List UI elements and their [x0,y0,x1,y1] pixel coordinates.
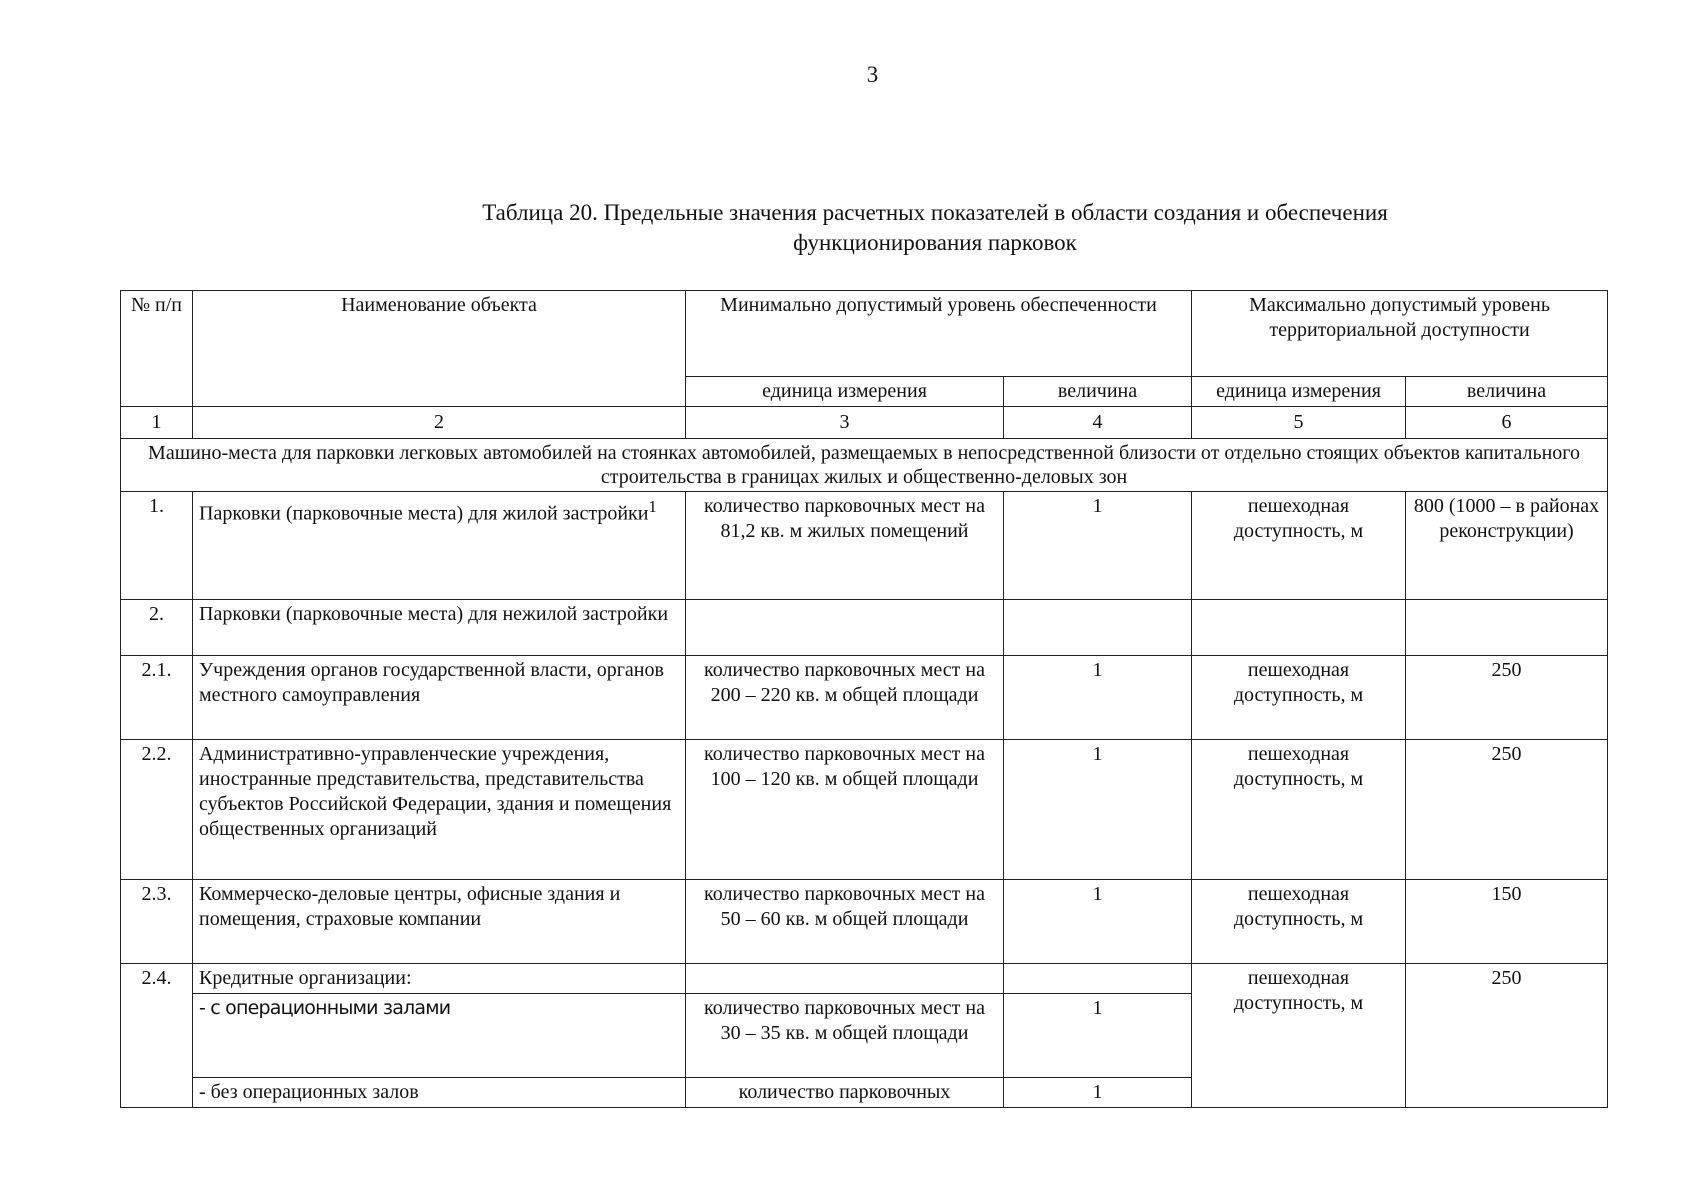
section-title: Машино-места для парковки легковых автомобилей на стоянках автомобилей, размещаемых в непосредственной близости от отдельно стоящих объектов капитального строительства в границах жилых и общественно-деловых зон [121,439,1608,492]
row-min-unit: количество парковочных мест на 100 – 120 кв. м общей площади [686,740,1004,880]
row-min-unit: количество парковочных мест на 50 – 60 кв. м общей площади [686,880,1004,964]
row-name: Парковки (парковочные места) для нежилой застройки [193,600,686,656]
page-number: 3 [866,62,879,87]
row-min-value: 1 [1004,994,1192,1078]
table-row [121,656,1608,740]
column-number: 6 [1406,407,1608,439]
header-row [121,291,1608,377]
row-subname: - без операционных залов [193,1078,686,1108]
table-title [350,198,1520,258]
row-num: 2.1. [121,656,193,740]
row-min-unit [686,600,1004,656]
row-min-unit: количество парковочных мест на 81,2 кв. м жилых помещений [686,492,1004,600]
header-name: Наименование объекта [193,291,686,407]
row-name [193,492,686,600]
row-name: Кредитные организации: [193,964,686,994]
column-number-row [121,407,1608,439]
row-max-value: 800 (1000 – в районах реконструкции) [1406,492,1608,600]
table-row [121,964,1608,994]
table-row [121,492,1608,600]
row-max-value: 250 [1406,656,1608,740]
row-max-unit: пешеходная доступность, м [1192,964,1406,1108]
row-min-value: 1 [1004,492,1192,600]
row-name: Коммерческо-деловые центры, офисные здания и помещения, страховые компании [193,880,686,964]
row-max-value: 250 [1406,964,1608,1108]
table-title-line-1: Таблица 20. Предельные значения расчетных показателей в области создания и обеспечения [482,200,1388,225]
table-row [121,600,1608,656]
row-min-value: 1 [1004,656,1192,740]
header-max-group: Максимально допустимый уровень территориальной доступности [1192,291,1608,377]
row-min-unit: количество парковочных мест на 200 – 220 кв. м общей площади [686,656,1004,740]
column-number: 5 [1192,407,1406,439]
column-number: 4 [1004,407,1192,439]
row-num: 2. [121,600,193,656]
row-max-value [1406,600,1608,656]
row-min-unit: количество парковочных [686,1078,1004,1108]
row-min-value: 1 [1004,740,1192,880]
row-min-unit: количество парковочных мест на 30 – 35 кв. м общей площади [686,994,1004,1078]
table-title-line-2: функционирования парковок [793,230,1077,255]
section-row [121,439,1608,492]
row-num: 2.3. [121,880,193,964]
parking-norms-table [120,290,1608,1108]
row-max-value: 150 [1406,880,1608,964]
row-min-value [1004,600,1192,656]
header-min-unit: единица измерения [686,377,1004,407]
row-name: Учреждения органов государственной власти, органов местного самоуправления [193,656,686,740]
header-min-group: Минимально допустимый уровень обеспеченности [686,291,1192,377]
row-name-text: Парковки (парковочные места) для жилой застройки [199,502,649,525]
table-row [121,740,1608,880]
row-max-unit: пешеходная доступность, м [1192,656,1406,740]
row-num: 1. [121,492,193,600]
footnote-mark: 1 [648,497,657,516]
header-num: № п/п [121,291,193,407]
column-number: 3 [686,407,1004,439]
row-num: 2.4. [121,964,193,1108]
header-min-value: величина [1004,377,1192,407]
row-min-value: 1 [1004,1078,1192,1108]
column-number: 2 [193,407,686,439]
row-min-value: 1 [1004,880,1192,964]
column-number: 1 [121,407,193,439]
header-max-value: величина [1406,377,1608,407]
row-max-unit: пешеходная доступность, м [1192,492,1406,600]
row-name: Административно-управленческие учреждения, иностранные представительства, представительства субъектов Российской Федерации, здания и помещения общественных организаций [193,740,686,880]
header-max-unit: единица измерения [1192,377,1406,407]
row-min-unit [686,964,1004,994]
row-max-unit: пешеходная доступность, м [1192,740,1406,880]
row-max-value: 250 [1406,740,1608,880]
row-num: 2.2. [121,740,193,880]
row-subname: - с операционными залами [193,994,686,1078]
row-max-unit: пешеходная доступность, м [1192,880,1406,964]
row-min-value [1004,964,1192,994]
table-row [121,880,1608,964]
row-max-unit [1192,600,1406,656]
